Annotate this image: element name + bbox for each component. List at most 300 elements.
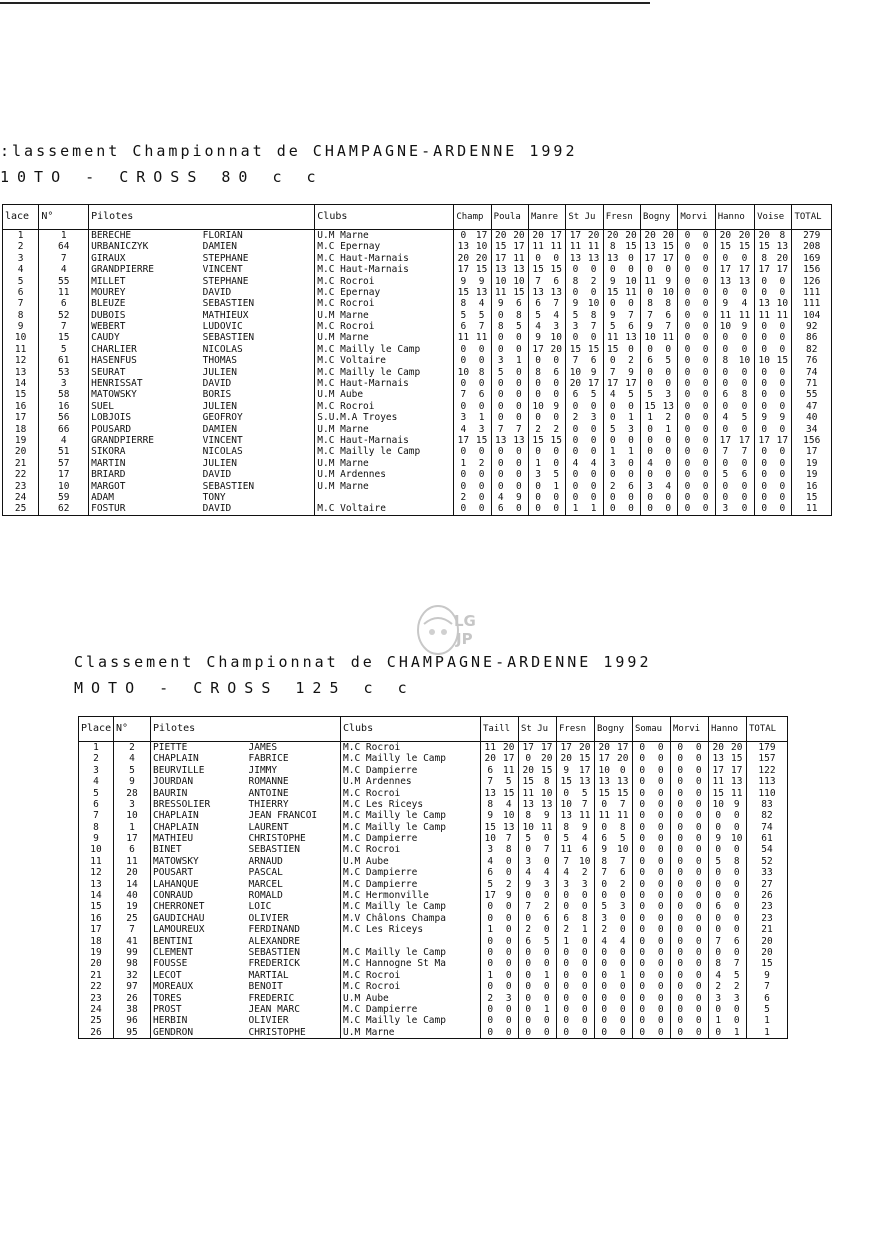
total-cell: 7 [747, 981, 788, 992]
score-cell: 11 [510, 253, 529, 264]
total-cell: 55 [792, 389, 832, 400]
score-cell: 0 [633, 833, 652, 844]
score-cell: 3 [491, 355, 510, 366]
place-cell: 17 [79, 924, 114, 935]
score-cell: 0 [557, 1004, 576, 1015]
number-cell: 4 [114, 753, 151, 764]
score-cell: 0 [595, 958, 614, 969]
score-cell: 5 [547, 469, 566, 480]
score-cell: 3 [603, 458, 622, 469]
score-cell: 0 [773, 276, 792, 287]
club-cell: U.M Aube [341, 856, 481, 867]
score-cell: 0 [481, 1015, 500, 1026]
score-cell: 0 [678, 412, 697, 423]
score-cell: 0 [491, 378, 510, 389]
score-cell: 0 [678, 333, 697, 344]
score-cell: 4 [481, 856, 500, 867]
score-cell: 13 [500, 822, 519, 833]
number-cell: 17 [114, 833, 151, 844]
column-header: Fresn [603, 205, 640, 230]
score-cell: 0 [500, 856, 519, 867]
table-row [79, 788, 788, 799]
score-cell: 0 [755, 503, 774, 515]
score-cell: 0 [755, 378, 774, 389]
score-cell: 9 [709, 833, 728, 844]
score-cell: 0 [659, 344, 678, 355]
score-cell: 9 [576, 822, 595, 833]
score-cell: 6 [622, 321, 641, 332]
score-cell: 1 [728, 1027, 747, 1039]
score-cell: 0 [697, 503, 716, 515]
score-cell: 0 [538, 856, 557, 867]
score-cell: 7 [510, 424, 529, 435]
score-cell: 17 [595, 753, 614, 764]
score-cell: 0 [633, 1004, 652, 1015]
number-cell: 51 [39, 446, 89, 457]
table-row [79, 970, 788, 981]
score-cell: 13 [715, 276, 735, 287]
score-cell: 0 [671, 753, 690, 764]
score-cell: 0 [500, 936, 519, 947]
score-cell: 0 [773, 446, 792, 457]
score-cell: 3 [622, 424, 641, 435]
score-cell: 0 [773, 469, 792, 480]
place-cell: 15 [3, 389, 39, 400]
score-cell: 0 [690, 993, 709, 1004]
column-header: Hanno [715, 205, 754, 230]
score-cell: 3 [547, 321, 566, 332]
pilot-lastname-cell: BLEUZE [89, 298, 201, 309]
score-cell: 7 [519, 901, 538, 912]
score-cell: 7 [566, 355, 585, 366]
pilot-lastname-cell: MATOWSKY [89, 389, 201, 400]
score-cell: 0 [500, 924, 519, 935]
total-cell: 33 [747, 867, 788, 878]
score-cell: 0 [678, 481, 697, 492]
pilot-firstname-cell: ALEXANDRE [247, 936, 341, 947]
pilot-firstname-cell: DAMIEN [201, 241, 315, 252]
score-cell: 0 [633, 936, 652, 947]
score-cell: 8 [641, 298, 660, 309]
total-cell: 5 [747, 1004, 788, 1015]
score-cell: 0 [671, 822, 690, 833]
club-cell: U.M Marne [315, 424, 454, 435]
number-cell: 17 [39, 469, 89, 480]
score-cell: 4 [529, 321, 548, 332]
pilot-lastname-cell: MARGOT [89, 481, 201, 492]
score-cell: 13 [557, 810, 576, 821]
pilot-lastname-cell: LAMOUREUX [151, 924, 247, 935]
score-cell: 0 [519, 890, 538, 901]
number-cell: 1 [114, 822, 151, 833]
number-cell: 11 [39, 287, 89, 298]
score-cell: 0 [690, 890, 709, 901]
number-cell: 4 [39, 264, 89, 275]
score-cell: 0 [652, 765, 671, 776]
pilot-firstname-cell: THOMAS [201, 355, 315, 366]
score-cell: 0 [529, 481, 548, 492]
score-cell: 0 [510, 367, 529, 378]
place-cell: 18 [79, 936, 114, 947]
score-cell: 0 [697, 230, 716, 242]
pilot-lastname-cell: POUSARD [89, 424, 201, 435]
score-cell: 1 [659, 424, 678, 435]
table-row [3, 435, 832, 446]
score-cell: 15 [566, 344, 585, 355]
score-cell: 0 [735, 367, 755, 378]
score-cell: 0 [519, 947, 538, 958]
score-cell: 0 [538, 1015, 557, 1026]
score-cell: 2 [659, 412, 678, 423]
score-cell: 5 [576, 788, 595, 799]
pilot-lastname-cell: BRESSOLIER [151, 799, 247, 810]
total-cell: 1 [747, 1027, 788, 1039]
score-cell: 0 [454, 355, 473, 366]
number-cell: 11 [114, 856, 151, 867]
place-cell: 18 [3, 424, 39, 435]
score-cell: 2 [585, 276, 604, 287]
score-cell: 0 [519, 981, 538, 992]
score-cell: 0 [755, 492, 774, 503]
pilot-firstname-cell: TONY [201, 492, 315, 503]
score-cell: 17 [510, 241, 529, 252]
pilot-firstname-cell: NICOLAS [201, 344, 315, 355]
score-cell: 0 [678, 424, 697, 435]
pilot-lastname-cell: FOSTUR [89, 503, 201, 515]
club-cell: M.C Voltaire [315, 503, 454, 515]
table-row [3, 230, 832, 242]
club-cell [341, 936, 481, 947]
score-cell: 0 [697, 435, 716, 446]
score-cell: 17 [538, 742, 557, 754]
column-header: Clubs [341, 717, 481, 742]
score-cell: 10 [510, 276, 529, 287]
total-cell: 54 [747, 845, 788, 856]
score-cell: 0 [697, 355, 716, 366]
number-cell: 20 [114, 867, 151, 878]
score-cell: 9 [735, 321, 755, 332]
score-cell: 13 [603, 253, 622, 264]
score-cell: 0 [622, 492, 641, 503]
total-cell: 113 [747, 776, 788, 787]
score-cell: 0 [519, 958, 538, 969]
score-cell: 0 [614, 947, 633, 958]
number-cell: 26 [114, 993, 151, 1004]
score-cell: 0 [659, 367, 678, 378]
score-cell: 15 [715, 241, 735, 252]
place-cell: 6 [79, 799, 114, 810]
club-cell: M.C Dampierre [341, 833, 481, 844]
score-cell: 2 [709, 981, 728, 992]
score-cell: 0 [715, 333, 735, 344]
score-cell: 6 [472, 389, 491, 400]
table-row [79, 901, 788, 912]
score-cell: 0 [652, 1015, 671, 1026]
score-cell: 1 [538, 1004, 557, 1015]
score-cell: 0 [472, 378, 491, 389]
table-row [79, 936, 788, 947]
score-cell: 0 [773, 367, 792, 378]
score-cell: 0 [538, 1027, 557, 1039]
score-cell: 0 [454, 401, 473, 412]
pilot-firstname-cell: ARNAUD [247, 856, 341, 867]
score-cell: 0 [500, 867, 519, 878]
score-cell: 0 [547, 378, 566, 389]
total-cell: 156 [792, 264, 832, 275]
score-cell: 13 [547, 287, 566, 298]
pilot-firstname-cell: FLORIAN [201, 230, 315, 242]
score-cell: 15 [529, 264, 548, 275]
score-cell: 0 [709, 924, 728, 935]
total-cell: 34 [792, 424, 832, 435]
score-cell: 0 [678, 446, 697, 457]
score-cell: 0 [622, 264, 641, 275]
score-cell: 0 [633, 799, 652, 810]
score-cell: 20 [614, 753, 633, 764]
table-row [79, 993, 788, 1004]
score-cell: 17 [735, 435, 755, 446]
number-cell: 19 [114, 901, 151, 912]
score-cell: 17 [519, 742, 538, 754]
table-row [3, 264, 832, 275]
score-cell: 9 [603, 310, 622, 321]
score-cell: 0 [529, 355, 548, 366]
score-cell: 0 [773, 378, 792, 389]
score-cell: 20 [500, 742, 519, 754]
score-cell: 8 [614, 822, 633, 833]
place-cell: 8 [3, 310, 39, 321]
score-cell: 0 [585, 264, 604, 275]
pilot-firstname-cell: STEPHANE [201, 276, 315, 287]
score-cell: 5 [491, 367, 510, 378]
column-header: Morvi [678, 205, 715, 230]
table-row [3, 321, 832, 332]
score-cell: 0 [678, 435, 697, 446]
club-cell: M.C Rocroi [341, 970, 481, 981]
score-cell: 0 [678, 503, 697, 515]
score-cell: 7 [585, 321, 604, 332]
score-cell: 0 [728, 867, 747, 878]
score-cell: 0 [715, 344, 735, 355]
place-cell: 25 [3, 503, 39, 515]
total-cell: 40 [792, 412, 832, 423]
score-cell: 2 [500, 879, 519, 890]
score-cell: 0 [755, 446, 774, 457]
score-cell: 0 [500, 947, 519, 958]
score-cell: 7 [709, 936, 728, 947]
score-cell: 0 [633, 822, 652, 833]
score-cell: 0 [690, 742, 709, 754]
score-cell: 20 [557, 753, 576, 764]
score-cell: 15 [547, 435, 566, 446]
number-cell: 66 [39, 424, 89, 435]
score-cell: 0 [652, 901, 671, 912]
score-cell: 0 [697, 310, 716, 321]
score-cell: 0 [622, 458, 641, 469]
score-cell: 0 [614, 913, 633, 924]
score-cell: 0 [755, 458, 774, 469]
score-cell: 7 [659, 321, 678, 332]
score-cell: 0 [697, 446, 716, 457]
score-cell: 10 [614, 845, 633, 856]
place-cell: 8 [79, 822, 114, 833]
score-cell: 17 [622, 378, 641, 389]
pilot-firstname-cell: LUDOVIC [201, 321, 315, 332]
score-cell: 0 [690, 753, 709, 764]
score-cell: 2 [595, 924, 614, 935]
score-cell: 9 [557, 765, 576, 776]
pilot-firstname-cell: DAVID [201, 469, 315, 480]
score-cell: 5 [557, 833, 576, 844]
score-cell: 0 [585, 333, 604, 344]
score-cell: 1 [510, 355, 529, 366]
pilot-firstname-cell: JULIEN [201, 401, 315, 412]
score-cell: 3 [557, 879, 576, 890]
score-cell: 0 [472, 401, 491, 412]
club-cell: S.U.M.A Troyes [315, 412, 454, 423]
score-cell: 9 [491, 298, 510, 309]
score-cell: 0 [614, 981, 633, 992]
club-cell: M.C Les Riceys [341, 799, 481, 810]
score-cell: 0 [576, 993, 595, 1004]
score-cell: 0 [697, 481, 716, 492]
score-cell: 0 [614, 1004, 633, 1015]
score-cell: 2 [728, 981, 747, 992]
score-cell: 0 [481, 913, 500, 924]
pilot-lastname-cell: CONRAUD [151, 890, 247, 901]
number-cell: 95 [114, 1027, 151, 1039]
score-cell: 0 [491, 401, 510, 412]
pilot-lastname-cell: JOURDAN [151, 776, 247, 787]
score-cell: 2 [529, 424, 548, 435]
score-cell: 17 [709, 765, 728, 776]
score-cell: 13 [491, 264, 510, 275]
score-cell: 7 [481, 776, 500, 787]
score-cell: 11 [454, 333, 473, 344]
score-cell: 11 [659, 333, 678, 344]
number-cell: 6 [114, 845, 151, 856]
column-header: Poula [491, 205, 528, 230]
total-cell: 208 [792, 241, 832, 252]
score-cell: 7 [547, 298, 566, 309]
number-cell: 59 [39, 492, 89, 503]
score-cell: 20 [491, 230, 510, 242]
number-cell: 15 [39, 333, 89, 344]
score-cell: 0 [633, 958, 652, 969]
score-cell: 13 [472, 287, 491, 298]
score-cell: 0 [585, 492, 604, 503]
score-cell: 0 [510, 458, 529, 469]
score-cell: 15 [491, 241, 510, 252]
score-cell: 0 [671, 799, 690, 810]
score-cell: 8 [755, 253, 774, 264]
score-cell: 0 [715, 287, 735, 298]
score-cell: 6 [529, 298, 548, 309]
score-cell: 1 [538, 970, 557, 981]
score-cell: 9 [519, 879, 538, 890]
total-cell: 1 [747, 1015, 788, 1026]
score-cell: 13 [510, 264, 529, 275]
score-cell: 0 [652, 776, 671, 787]
score-cell: 0 [678, 310, 697, 321]
score-cell: 4 [500, 799, 519, 810]
number-cell: 53 [39, 367, 89, 378]
pilot-lastname-cell: WEBERT [89, 321, 201, 332]
table-row [79, 1015, 788, 1026]
score-cell: 17 [728, 765, 747, 776]
score-cell: 0 [481, 958, 500, 969]
score-cell: 15 [472, 435, 491, 446]
pilot-lastname-cell: LAHANQUE [151, 879, 247, 890]
number-cell: 38 [114, 1004, 151, 1015]
score-cell: 13 [510, 435, 529, 446]
score-cell: 17 [566, 230, 585, 242]
score-cell: 10 [547, 333, 566, 344]
column-header: Bogny [641, 205, 678, 230]
score-cell: 0 [728, 879, 747, 890]
score-cell: 0 [454, 378, 473, 389]
score-cell: 0 [690, 765, 709, 776]
score-cell: 0 [557, 993, 576, 1004]
score-cell: 0 [652, 867, 671, 878]
score-cell: 17 [454, 264, 473, 275]
score-cell: 9 [454, 276, 473, 287]
score-cell: 0 [697, 424, 716, 435]
score-cell: 0 [773, 481, 792, 492]
score-cell: 11 [481, 742, 500, 754]
score-cell: 1 [481, 970, 500, 981]
score-cell: 0 [671, 958, 690, 969]
total-cell: 19 [792, 458, 832, 469]
club-cell: M.C Haut-Marnais [315, 435, 454, 446]
score-cell: 9 [566, 298, 585, 309]
score-cell: 7 [538, 845, 557, 856]
score-cell: 0 [603, 412, 622, 423]
pilot-firstname-cell: ANTOINE [247, 788, 341, 799]
score-cell: 4 [735, 298, 755, 309]
place-cell: 2 [79, 753, 114, 764]
score-cell: 20 [481, 753, 500, 764]
score-cell: 2 [622, 355, 641, 366]
score-cell: 0 [678, 264, 697, 275]
score-cell: 0 [678, 253, 697, 264]
score-cell: 0 [595, 993, 614, 1004]
score-cell: 0 [652, 958, 671, 969]
score-cell: 0 [678, 378, 697, 389]
score-cell: 9 [500, 890, 519, 901]
score-cell: 0 [690, 799, 709, 810]
score-cell: 0 [547, 389, 566, 400]
score-cell: 0 [633, 901, 652, 912]
score-cell: 5 [510, 321, 529, 332]
score-cell: 17 [755, 264, 774, 275]
score-cell: 11 [547, 241, 566, 252]
score-cell: 5 [538, 936, 557, 947]
score-cell: 0 [690, 913, 709, 924]
score-cell: 0 [652, 822, 671, 833]
score-cell: 0 [538, 981, 557, 992]
score-cell: 17 [472, 230, 491, 242]
score-cell: 9 [472, 276, 491, 287]
score-cell: 15 [659, 241, 678, 252]
score-cell: 7 [557, 856, 576, 867]
place-cell: 5 [3, 276, 39, 287]
score-cell: 0 [500, 1004, 519, 1015]
pilot-firstname-cell: OLIVIER [247, 1015, 341, 1026]
score-cell: 0 [678, 298, 697, 309]
score-cell: 0 [697, 344, 716, 355]
score-cell: 0 [529, 378, 548, 389]
